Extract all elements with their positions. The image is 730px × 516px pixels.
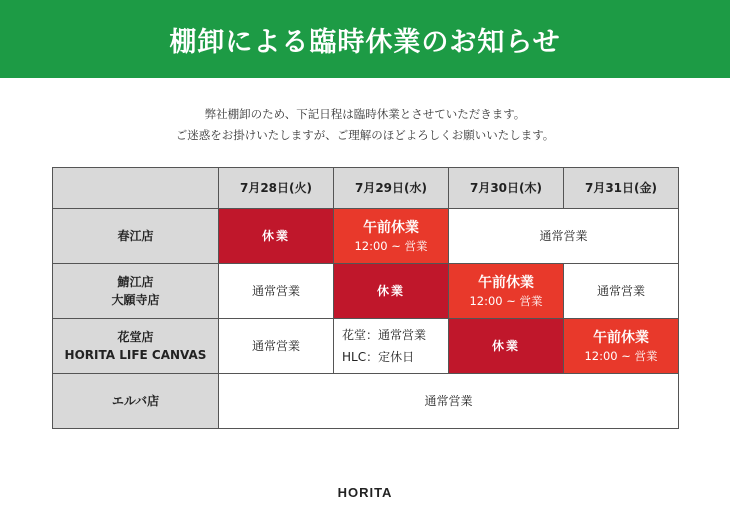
page-title: 棚卸による臨時休業のお知らせ [169,26,561,58]
closed-cell [219,209,334,264]
brand-logo: HORITA [337,485,393,500]
closed-label: 休業 [376,284,405,298]
normal-hours-label: 通常営業 [539,229,588,243]
header-date: 7月28日(火) [219,168,334,209]
store-name: 花堂店 [117,330,154,344]
title-banner [0,0,730,78]
normal-hours-cell [449,209,679,264]
morning-closed-label: 午前休業 [478,274,534,291]
closed-label: 休業 [491,339,520,353]
closed-label: 休業 [261,229,290,243]
store-name-cell [53,264,219,319]
intro-line-1: 弊社棚卸のため、下記日程は臨時休業とさせていただきます。 [204,107,526,121]
morning-closed-cell [449,264,564,319]
store-name-cell [53,209,219,264]
normal-hours-label: 通常営業 [251,339,300,353]
normal-hours-cell [564,264,679,319]
mixed-hours-line: HLC：定休日 [342,350,415,364]
morning-closed-label: 午前休業 [363,219,419,236]
store-name: 大願寺店 [111,293,160,307]
normal-hours-cell [219,374,679,429]
header-date: 7月31日(金) [564,168,679,209]
morning-closed-label: 午前休業 [593,329,649,346]
open-time-label: 12:00 ~ 営業 [469,293,543,308]
intro-line-2: ご迷惑をお掛けいたしますが、ご理解のほどよろしくお願いいたします。 [175,128,555,142]
intro-text [0,104,730,146]
mixed-hours-cell [334,319,449,374]
store-name-cell [53,319,219,374]
table-row [53,374,679,429]
morning-closed-cell [564,319,679,374]
normal-hours-label: 通常営業 [251,284,300,298]
table-header-row [53,168,679,209]
normal-hours-cell [219,319,334,374]
store-name-cell [53,374,219,429]
table-row [53,264,679,319]
table-row [53,209,679,264]
header-corner [53,168,219,209]
closed-cell [334,264,449,319]
store-name: 鯖江店 [117,275,154,289]
normal-hours-cell [219,264,334,319]
open-time-label: 12:00 ~ 営業 [354,238,428,253]
header-date: 7月29日(水) [334,168,449,209]
schedule-table [52,167,679,429]
normal-hours-label: 通常営業 [596,284,645,298]
store-name: HORITA LIFE CANVAS [64,348,207,362]
store-name: 春江店 [117,229,154,243]
normal-hours-label: 通常営業 [424,394,473,408]
header-date: 7月30日(木) [449,168,564,209]
store-name: エルバ店 [111,394,160,408]
morning-closed-cell [334,209,449,264]
closed-cell [449,319,564,374]
mixed-hours-line: 花堂：通常営業 [342,328,427,342]
table-row [53,319,679,374]
open-time-label: 12:00 ~ 営業 [584,348,658,363]
